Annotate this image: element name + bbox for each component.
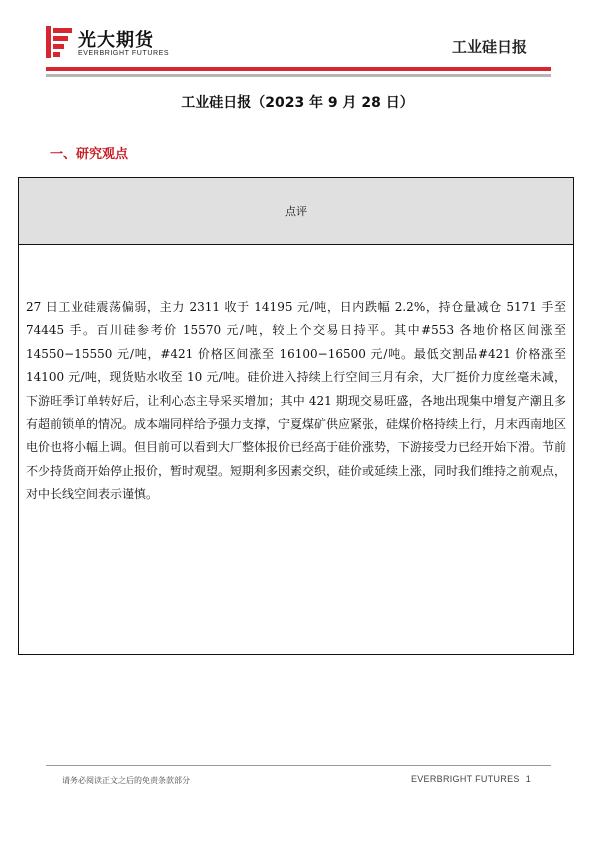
brand-logo	[46, 22, 186, 62]
comment-header-label: 点评	[285, 205, 307, 218]
footer-disclaimer: 请务必阅读正文之后的免责条款部分	[62, 776, 190, 785]
brand-name-cn: 光大期货	[78, 30, 154, 51]
footer-brand	[411, 774, 531, 784]
header-report-type: 工业硅日报	[451, 38, 527, 56]
everbright-flag-logo-icon	[46, 26, 72, 58]
footer-brand-en: EVERBRIGHT FUTURES	[410, 774, 520, 784]
comment-body-text: 27 日工业硅震荡偏弱，主力 2311 收于 14195 元/吨，日内跌幅 2.2%，持仓量减仓 5171 手至 74445 手。百川硅参考价 15570 元/吨，较上个交易日持平。其中#553 各地价格区间涨至 14550−15550 元/吨，#421 价格区间涨至 16100−16500 元/吨。最低交割品#421 价格涨至 14100 元/吨，现货贴水收至 10 元/吨。硅价进入持续上行空间三月有余，大厂挺价力度丝毫未减，下游旺季订单转好后，让利心态主导采买增加；其中 421 期现交易旺盛，各地出现集中增复产潮且多有超前锁单的情况。成本端同样给予强力支撑，宁夏煤矿供应紧张，硅煤价格持续上行，月末西南地区电价也将小幅上调。但目前可以看到大厂整体报价已经高于硅价涨势，下游接受力已经开始下滑。节前不少持货商开始停止报价，暂时观望。短期利多因素交织，硅价或延续上涨，同时我们维持之前观点，对中长线空间表示谨慎。	[26, 300, 567, 502]
comment-table	[18, 177, 574, 655]
page-number: 1	[525, 774, 531, 784]
header-divider-red	[46, 67, 551, 71]
header-divider-gray	[46, 74, 551, 77]
section-heading: 一、研究观点	[50, 147, 129, 162]
footer-divider	[46, 765, 551, 766]
brand-name-en: EVERBRIGHT FUTURES	[78, 50, 170, 57]
comment-table-header	[19, 178, 573, 245]
document-title: 工业硅日报（2023 年 9 月 28 日）	[181, 95, 414, 111]
